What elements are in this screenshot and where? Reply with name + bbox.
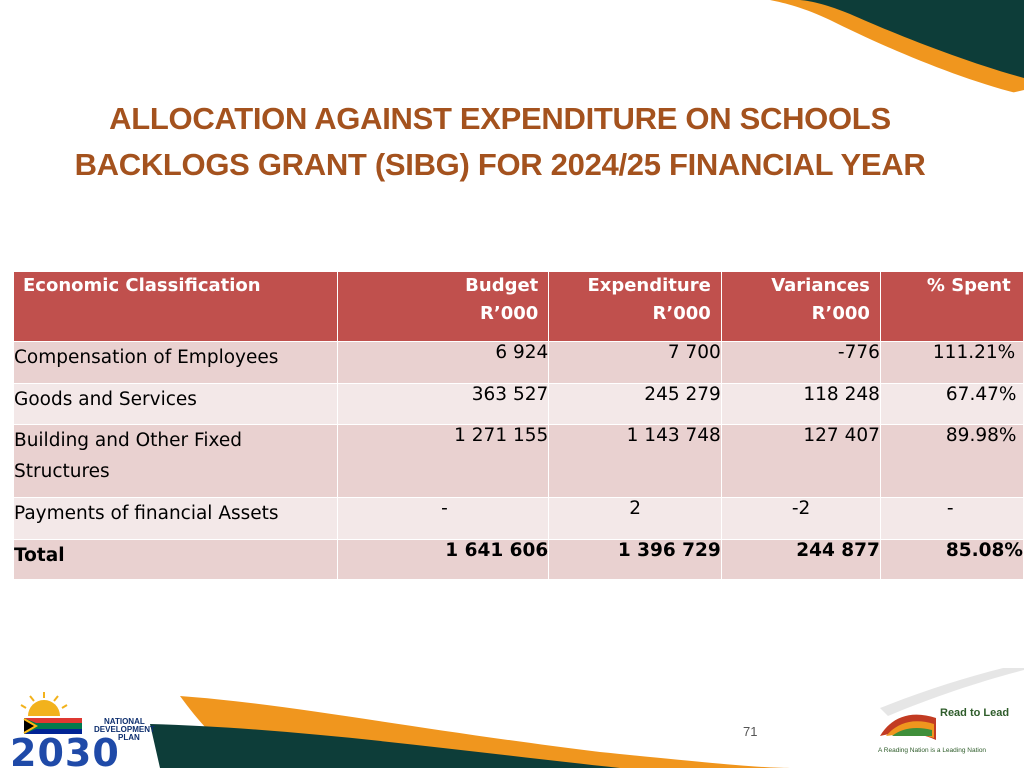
variance-cell: -2 [721,498,880,540]
rtl-title: Read to Lead [940,707,1010,719]
slide-title [0,96,1000,188]
variance-cell: 118 248 [721,384,880,425]
row-label: Payments of financial Assets [14,498,338,540]
budget-cell: 1 641 606 [338,540,549,580]
table-total-row [14,540,1024,580]
title-line-2: BACKLOGS GRANT (SIBG) FOR 2024/25 FINANCIAL YEAR [74,147,926,182]
header-variances: Variances R’000 [721,272,880,342]
rtl-tagline: A Reading Nation is a Leading Nation [878,747,987,754]
ndp-line-2: DEVELOPMENT [94,725,155,734]
row-label: Goods and Services [14,384,338,425]
table-row [14,498,1024,540]
sibg-table [13,271,1024,580]
spent-cell: 89.98% [880,425,1023,498]
expenditure-cell: 245 279 [549,384,722,425]
spent-cell: 111.21% [880,342,1023,384]
ndp-year: 2030 [10,731,120,768]
budget-cell: 363 527 [338,384,549,425]
ndp-2030-logo [6,688,192,768]
table-header-row [14,272,1024,342]
header-percent-spent: % Spent [880,272,1023,342]
expenditure-cell: 1 143 748 [549,425,722,498]
header-budget: Budget R’000 [338,272,549,342]
row-label: Compensation of Employees [14,342,338,384]
budget-cell: 1 271 155 [338,425,549,498]
expenditure-cell: 7 700 [549,342,722,384]
header-economic-classification: Economic Classification [14,272,338,342]
title-line-1: ALLOCATION AGAINST EXPENDITURE ON SCHOOLS [109,101,891,136]
budget-cell: - [338,498,549,540]
read-to-lead-logo [872,700,1012,760]
variance-cell: -776 [721,342,880,384]
ndp-line-1: NATIONAL [104,717,145,726]
variance-cell: 244 877 [721,540,880,580]
open-book-icon [880,715,936,740]
row-label: Total [14,540,338,580]
spent-cell: 67.47% [880,384,1023,425]
variance-cell: 127 407 [721,425,880,498]
ndp-line-3: PLAN [118,733,140,742]
expenditure-cell: 2 [549,498,722,540]
table-row [14,425,1024,498]
spent-cell: - [880,498,1023,540]
page-number: 71 [743,724,758,739]
row-label: Building and Other Fixed Structures [14,425,338,498]
header-expenditure: Expenditure R’000 [549,272,722,342]
budget-cell: 6 924 [338,342,549,384]
sun-icon [21,692,67,716]
spent-cell: 85.08% [880,540,1023,580]
table-row [14,342,1024,384]
expenditure-cell: 1 396 729 [549,540,722,580]
table-row [14,384,1024,425]
